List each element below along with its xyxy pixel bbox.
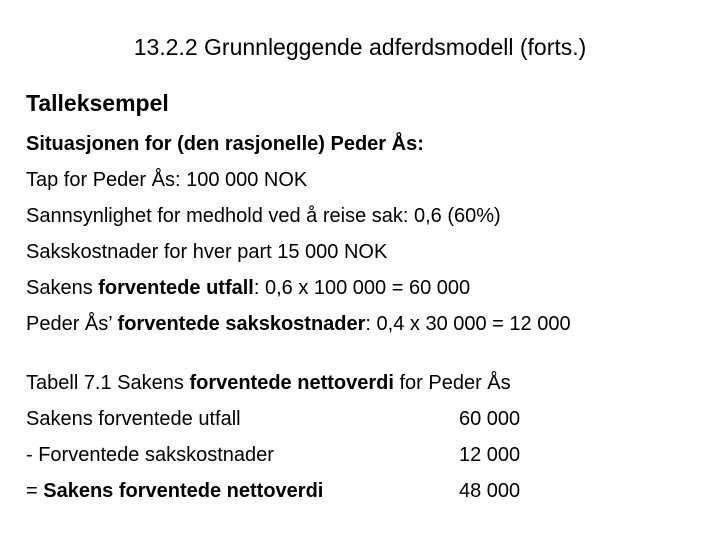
table-caption-bold: forventede nettoverdi xyxy=(189,372,394,394)
probability-line: Sannsynlighet for medhold ved å reise sak: 0,6 (60%) xyxy=(26,205,501,227)
net-value-table xyxy=(26,365,521,509)
table-row-label xyxy=(26,437,274,473)
table-row-prefix: = xyxy=(26,480,44,502)
expected-costs-post: : 0,4 x 30 000 = 12 000 xyxy=(365,313,571,335)
table-row-label-text: - Forventede sakskostnader xyxy=(26,444,274,466)
table-row-label xyxy=(26,473,323,509)
table-row-value: 48 000 xyxy=(459,480,521,502)
situation-block xyxy=(26,126,571,342)
table-row-total xyxy=(26,473,521,509)
table-row-value: 60 000 xyxy=(459,408,521,430)
slide-title: 13.2.2 Grunnleggende adferdsmodell (forts.) xyxy=(133,34,587,60)
table-row-label-text: Sakens forventede utfall xyxy=(26,408,241,430)
expected-costs-line xyxy=(26,306,571,342)
expected-outcome-post: : 0,6 x 100 000 = 60 000 xyxy=(253,277,471,299)
table-row xyxy=(26,401,521,437)
section-heading: Talleksempel xyxy=(26,90,169,116)
situation-intro: Situasjonen for (den rasjonelle) Peder Ås: xyxy=(26,133,424,155)
expected-outcome-bold: forventede utfall xyxy=(98,277,254,299)
table-row-label-text: Sakens forventede nettoverdi xyxy=(43,480,324,502)
expected-costs-bold: forventede sakskostnader xyxy=(117,313,366,335)
loss-line: Tap for Peder Ås: 100 000 NOK xyxy=(26,169,308,191)
table-row-label xyxy=(26,401,241,437)
table-row xyxy=(26,437,521,473)
table-caption-post: for Peder Ås xyxy=(393,372,511,394)
table-caption-pre: Tabell 7.1 Sakens xyxy=(26,372,190,394)
table-row-value: 12 000 xyxy=(459,444,521,466)
expected-costs-pre: Peder Ås’ xyxy=(26,313,118,335)
costs-line: Sakskostnader for hver part 15 000 NOK xyxy=(26,241,388,263)
expected-outcome-line xyxy=(26,270,571,306)
table-caption xyxy=(26,365,511,401)
expected-outcome-pre: Sakens xyxy=(26,277,99,299)
